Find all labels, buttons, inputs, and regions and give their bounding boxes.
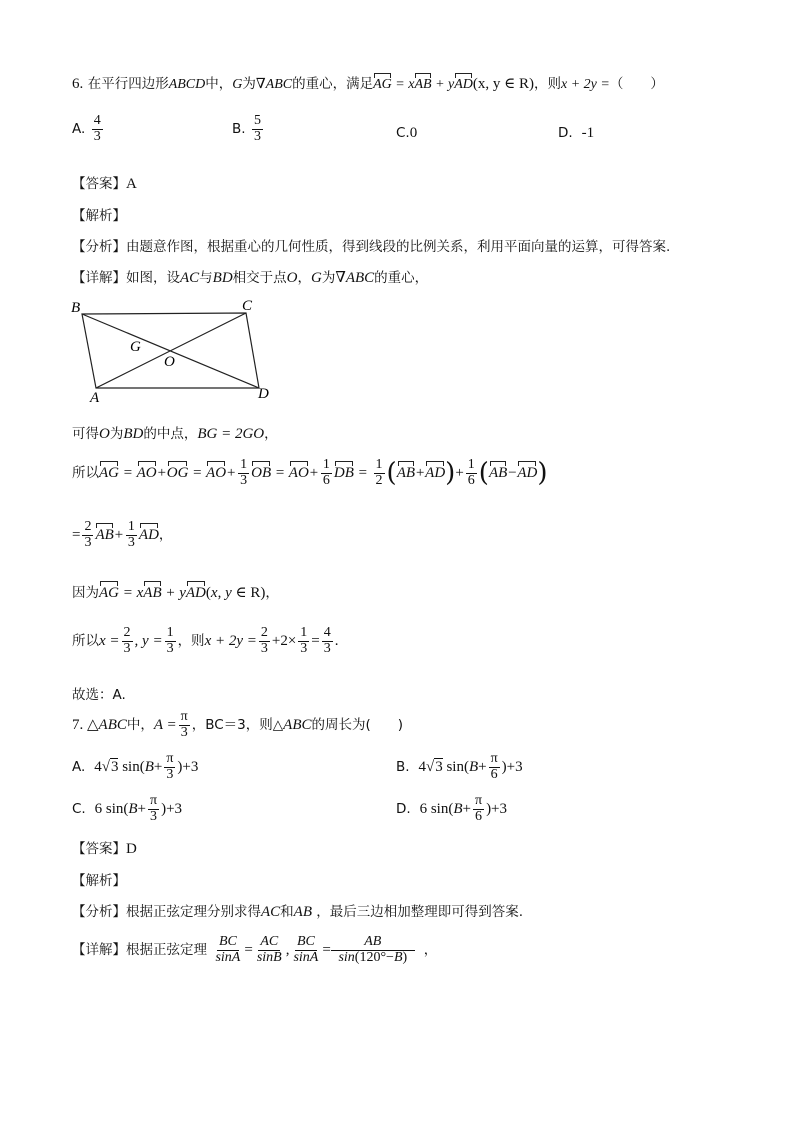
q6-vector-derivation: 所以AG = AO+OG = AO+ $\frac{1}{3}$ OB = AO+ $\frac{1}{6}$ DB = $\frac{1}{2}$ (AB+AD)+ $\frac{1}{6}$ (AB−AD) xyxy=(72,457,548,489)
q6-number: 6. xyxy=(72,76,84,92)
fraction: $\frac{5}{3}$ xyxy=(254,113,262,144)
q6-xiangjie: 【详解】如图，设AC与BD相交于点O，G为∇ABC的重心， xyxy=(72,270,429,286)
q7-option-c: C. 6 sin(B+ $\frac{\pi}{3}$ )+3 xyxy=(72,793,183,824)
q7-option-d: D. 6 sin(B+ $\frac{\pi}{6}$ )+3 xyxy=(396,793,508,824)
label-G: G xyxy=(130,339,141,355)
q7-option-b: B. 4√3 sin(B+ $\frac{\pi}{6}$ )+3 xyxy=(396,751,523,782)
q6-vector-result: = $\frac{2}{3}$ AB+ $\frac{1}{3}$ AD， xyxy=(72,519,173,550)
label-D: D xyxy=(258,386,269,402)
q6-stem: 6. 在平行四边形ABCD中，G为∇ABC的重心，满足AG = xAB + yAD(x, y ∈ R)，则x + 2y =（ ） xyxy=(72,76,664,92)
label-B: B xyxy=(71,300,81,316)
q6-line-midpoint: 可得O为BD的中点，BG = 2GO， xyxy=(72,426,278,442)
q7-stem: 7. △ABC中，A = $\frac{\pi}{3}$ ，BC＝3，则△ABC的周长为( ) xyxy=(72,709,404,740)
q6-option-a: A. $\frac{4}{3}$ xyxy=(72,113,101,144)
q7-analysis-tag: 【解析】 xyxy=(72,873,126,889)
fraction: $\frac{4}{3}$ xyxy=(93,113,101,144)
q6-result: 所以x = $\frac{2}{3}$ , y = $\frac{1}{3}$ ，则x + 2y = $\frac{2}{3}$ +2× $\frac{1}{3}$ = $\frac{4}{3}$ . xyxy=(72,625,339,656)
q7-fenxi: 【分析】根据正弦定理分别求得AC和AB ，最后三边相加整理即可得到答案. xyxy=(72,904,524,920)
q6-option-d: D. -1 xyxy=(558,125,595,141)
label-O: O xyxy=(164,354,175,370)
q6-analysis-tag: 【解析】 xyxy=(72,208,126,224)
q6-choice: 故选：A. xyxy=(72,687,126,703)
q7-xiangjie: 【详解】根据正弦定理 $\frac{BC}{\sin A}$ = $\frac{AC}{\sin B}$ , $\frac{BC}{\sin A}$ = $\frac{AB}{\sin(120^\circ-B)}$ ， xyxy=(72,934,438,965)
q6-option-c: C.0 xyxy=(396,125,418,141)
q7-option-a: A. 4√3 sin(B+ $\frac{\pi}{3}$ )+3 xyxy=(72,751,199,782)
q6-answer: 【答案】A xyxy=(72,176,137,192)
label-A: A xyxy=(90,390,100,406)
q6-option-b: B. $\frac{5}{3}$ xyxy=(232,113,262,144)
q6-fenxi: 【分析】由题意作图，根据重心的几何性质，得到线段的比例关系，利用平面向量的运算，可得答案. xyxy=(72,239,671,255)
q6-because: 因为AG = xAB + yAD(x, y ∈ R)， xyxy=(72,585,279,601)
label-C: C xyxy=(242,298,253,314)
parallelogram-figure xyxy=(68,296,278,408)
q7-answer: 【答案】D xyxy=(72,841,137,857)
